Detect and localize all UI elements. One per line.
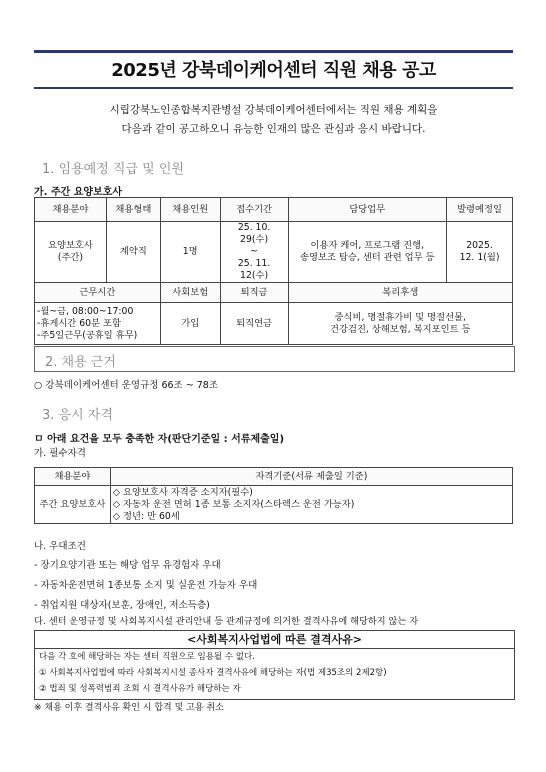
header-cell: 채용인원: [160, 198, 220, 222]
cell-hours: [35, 303, 161, 345]
header-cell: 근무시간: [35, 283, 161, 303]
requirement-notice: ㅁ 아래 요건을 모두 충족한 자(판단기준일 : 서류제출일): [34, 434, 285, 445]
preference-item: - 장기요양기관 또는 해당 업무 유경험자 우대: [34, 560, 221, 571]
header-cell: 접수기간: [220, 198, 288, 222]
header-cell: 복리후생: [288, 283, 512, 303]
subheading-preferred: 나. 우대조건: [34, 541, 86, 552]
section-heading-1: 1. 임용예정 직급 및 인원: [42, 162, 184, 177]
cell-insurance: 가입: [160, 303, 220, 345]
cell-line: 중식비, 명절휴가비 및 명절선물,: [334, 311, 467, 323]
disqualification-line: 다음 각 호에 해당하는 자는 센터 직원으로 임용될 수 없다.: [39, 652, 255, 662]
header-cell: 자격기준(서류 제출일 기준): [110, 468, 512, 486]
criteria-line: ◇ 정년: 만 60세: [112, 510, 180, 522]
cell-date: [447, 222, 513, 283]
disqualification-line: ① 사회복지사업법에 따라 사회복지시설 종사자 결격사유에 해당하는 자(법 제35조의 2제2항): [39, 668, 387, 678]
header-cell: 발령예정일: [447, 198, 513, 222]
header-cell: 담당업무: [288, 198, 447, 222]
cell-line: -휴게시간 60분 포함: [37, 317, 121, 329]
header-cell: 퇴직금: [220, 283, 288, 303]
cell-line: (주간): [57, 252, 84, 263]
disqualification-line: ② 법죄 및 성폭력범죄 조회 시 결격사유가 해당하는 자: [39, 684, 241, 694]
intro-line: 다음과 같이 공고하오니 유능한 인재의 많은 관심과 응시 바랍니다.: [121, 123, 426, 135]
cell-line: 이용자 케어, 프로그램 진행,: [310, 240, 425, 251]
cell-line: 12. 1(월): [459, 252, 500, 263]
header-cell: 사회보험: [160, 283, 220, 303]
preference-item: - 취업지원 대상자(보훈, 장애인, 저소득층): [34, 600, 210, 611]
preference-list: [34, 556, 257, 616]
cell-line: -주5일근무(공휴일 휴무): [37, 329, 138, 341]
cell-welfare: [288, 303, 512, 345]
cell-line: 25. 11. 12(수): [237, 258, 271, 281]
cell-severance: 퇴직연금: [220, 303, 288, 345]
disqualification-box: [34, 648, 515, 700]
regulation-text: ○ 강북데이케어센터 운영규정 66조 ~ 78조: [34, 380, 219, 391]
title-bottom-rule: [34, 87, 513, 89]
cell-field: [35, 222, 107, 283]
cell-line: 2025.: [466, 240, 493, 251]
intro-line: 시립강북노인종합복지관병설 강북데이케어센터에서는 직원 채용 계획을: [109, 104, 438, 116]
cell-line: 송영보조 탑승, 센터 관련 업무 등: [300, 252, 435, 263]
subheading-required: 가. 필수자격: [34, 448, 86, 459]
preference-item: - 자동차운전면허 1종보통 소지 및 실운전 가능자 우대: [34, 580, 258, 591]
qualification-table: [34, 467, 513, 524]
intro-text: [34, 101, 513, 139]
cell-line: 요양보호사: [47, 240, 93, 251]
header-cell: 채용분야: [35, 198, 107, 222]
title-top-rule: [34, 50, 513, 53]
footnote: ※ 채용 이후 결격사유 확인 시 합격 및 고용 취소: [34, 703, 224, 713]
recruitment-table: [34, 197, 513, 345]
criteria-line: ◇ 자동차 운전 면허 1종 보통 소지자(스타렉스 운전 가능자): [112, 498, 355, 510]
cell-duty: [288, 222, 447, 283]
cell-type: 계약직: [106, 222, 160, 283]
header-cell: 채용분야: [35, 468, 111, 486]
header-cell: 채용형태: [106, 198, 160, 222]
cell-count: 1명: [160, 222, 220, 283]
page-title: 2025년 강북데이케어센터 직원 채용 공고: [111, 60, 436, 81]
section-heading-2: 2. 채용 근거: [45, 355, 116, 370]
section-heading-box-2: [34, 346, 515, 372]
cell-criteria: [110, 486, 512, 524]
cell-line: 25. 10. 29(수): [237, 222, 271, 245]
criteria-line: ◇ 요양보호사 자격증 소지자(필수): [112, 486, 253, 498]
disqualification-title: <사회복지사업법에 따른 결격사유>: [34, 630, 515, 649]
subheading-daycare: 가. 주간 요양보호사: [34, 187, 123, 198]
section-heading-3: 3. 응시 자격: [42, 408, 113, 423]
cell-line: ~: [250, 246, 258, 257]
cell-line: -월~금, 08:00~17:00: [37, 305, 134, 317]
cell-field: 주간 요양보호사: [35, 486, 111, 524]
cell-line: 건강검진, 상해보험, 복지포인트 등: [330, 323, 471, 335]
subheading-disqualification: 다. 센터 운영규정 및 사회복지시설 관리안내 등 관계규정에 의거한 결격사유에 해당하지 않는 자: [34, 616, 419, 627]
cell-period: [220, 222, 288, 283]
